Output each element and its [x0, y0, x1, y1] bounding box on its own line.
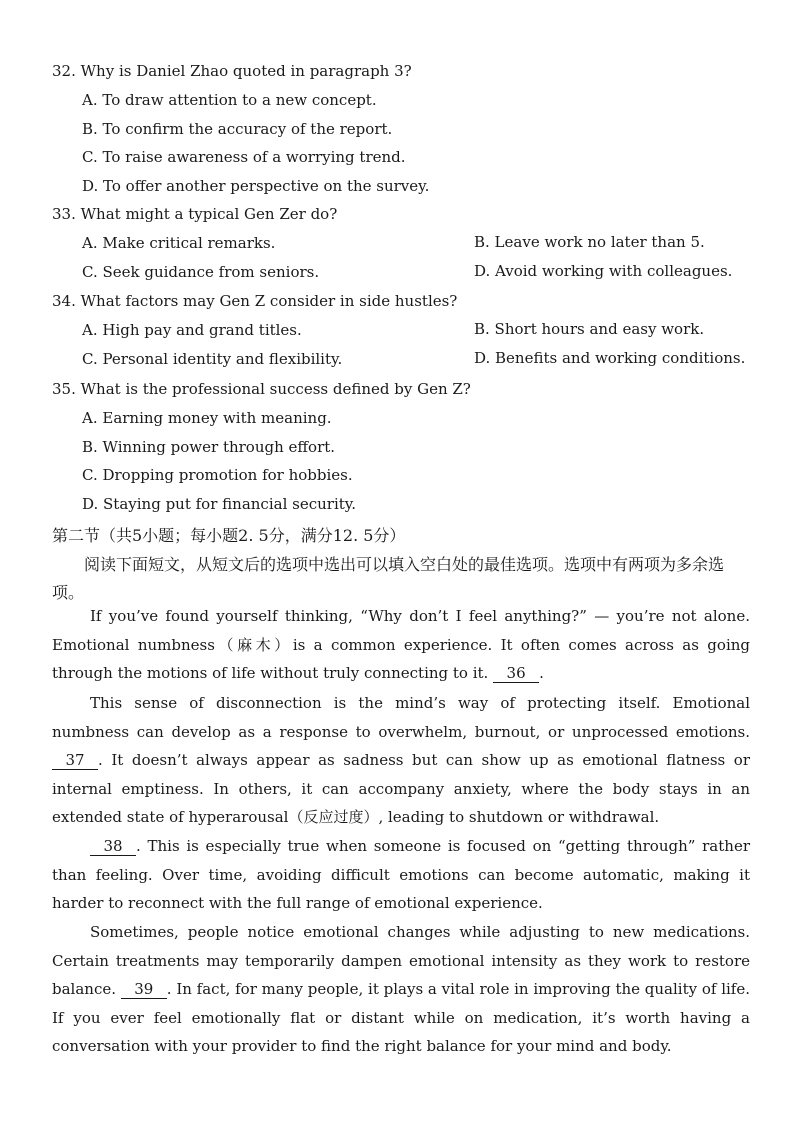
question-32-option-c: C. To raise awareness of a worrying trend.: [82, 148, 406, 166]
question-32-option-b: B. To confirm the accuracy of the report.: [82, 120, 393, 138]
question-32-option-a: A. To draw attention to a new concept.: [82, 91, 377, 109]
paragraph-3-tail: . This is especially true when someone is focused on “getting through” rather than feeling. Over time, avoiding difficult emotions can become automatic, making it harder to reconnect with the full range of emotional experience.: [52, 837, 750, 912]
question-33-option-c: C. Seek guidance from seniors.: [82, 263, 320, 281]
paragraph-2-tail: . It doesn’t always appear as sadness but can show up as emotional flatness or internal emptiness. In others, it can accompany anxiety, where the body stays in an extended state of hyperarousal（反应过度）, leading to shutdown or withdrawal.: [52, 751, 750, 826]
question-35-option-b: B. Winning power through effort.: [82, 438, 336, 456]
passage-paragraph-3: [52, 832, 750, 918]
question-33-option-b: B. Leave work no later than 5.: [474, 233, 705, 251]
blank-37: 37: [52, 751, 98, 770]
question-35-option-a: A. Earning money with meaning.: [82, 409, 332, 427]
question-34-option-a: A. High pay and grand titles.: [82, 321, 302, 339]
question-33-stem: 33. What might a typical Gen Zer do?: [52, 205, 338, 223]
paragraph-1-tail: .: [539, 664, 544, 682]
blank-36: 36: [493, 664, 539, 683]
paragraph-2-text: This sense of disconnection is the mind’s way of protecting itself. Emotional numbness can develop as a response to overwhelm, burnout, or unprocessed emotions.: [52, 694, 750, 741]
question-34-option-d: D. Benefits and working conditions.: [474, 349, 746, 367]
blank-38: 38: [90, 837, 136, 856]
question-33-option-d: D. Avoid working with colleagues.: [474, 262, 733, 280]
question-34-stem: 34. What factors may Gen Z consider in side hustles?: [52, 292, 458, 310]
paragraph-4-text: Sometimes, people notice emotional changes while adjusting to new medications. Certain treatments may temporarily dampen emotional intensity as they work to restore balance.: [52, 923, 750, 998]
question-34-option-c: C. Personal identity and flexibility.: [82, 350, 343, 368]
section-instruction: 阅读下面短文，从短文后的选项中选出可以填入空白处的最佳选项。选项中有两项为多余选项。: [52, 555, 725, 602]
question-33-option-a: A. Make critical remarks.: [82, 234, 276, 252]
passage-paragraph-2: [52, 689, 750, 832]
paragraph-4-tail: . In fact, for many people, it plays a vital role in improving the quality of life. If you ever feel emotionally flat or distant while on medication, it’s worth having a conversation with your provider to find the right balance for your mind and body.: [52, 980, 750, 1055]
passage-paragraph-4: [52, 918, 750, 1061]
question-32-stem: 32. Why is Daniel Zhao quoted in paragraph 3?: [52, 62, 412, 80]
question-35-stem: 35. What is the professional success defined by Gen Z?: [52, 380, 471, 398]
question-32-option-d: D. To offer another perspective on the survey.: [82, 177, 430, 195]
question-35-option-d: D. Staying put for financial security.: [82, 495, 357, 513]
blank-39: 39: [121, 980, 167, 999]
question-35-option-c: C. Dropping promotion for hobbies.: [82, 466, 353, 484]
paragraph-1-text: If you’ve found yourself thinking, “Why don’t I feel anything?” — you’re not alone. Emotional numbness（麻木）is a common experience. It often comes across as going through the motions of life without truly connecting to it.: [52, 607, 750, 682]
section-title: 第二节（共5小题；每小题2. 5分，满分12. 5分）: [52, 526, 406, 545]
question-34-option-b: B. Short hours and easy work.: [474, 320, 705, 338]
passage-paragraph-1: [52, 602, 750, 688]
